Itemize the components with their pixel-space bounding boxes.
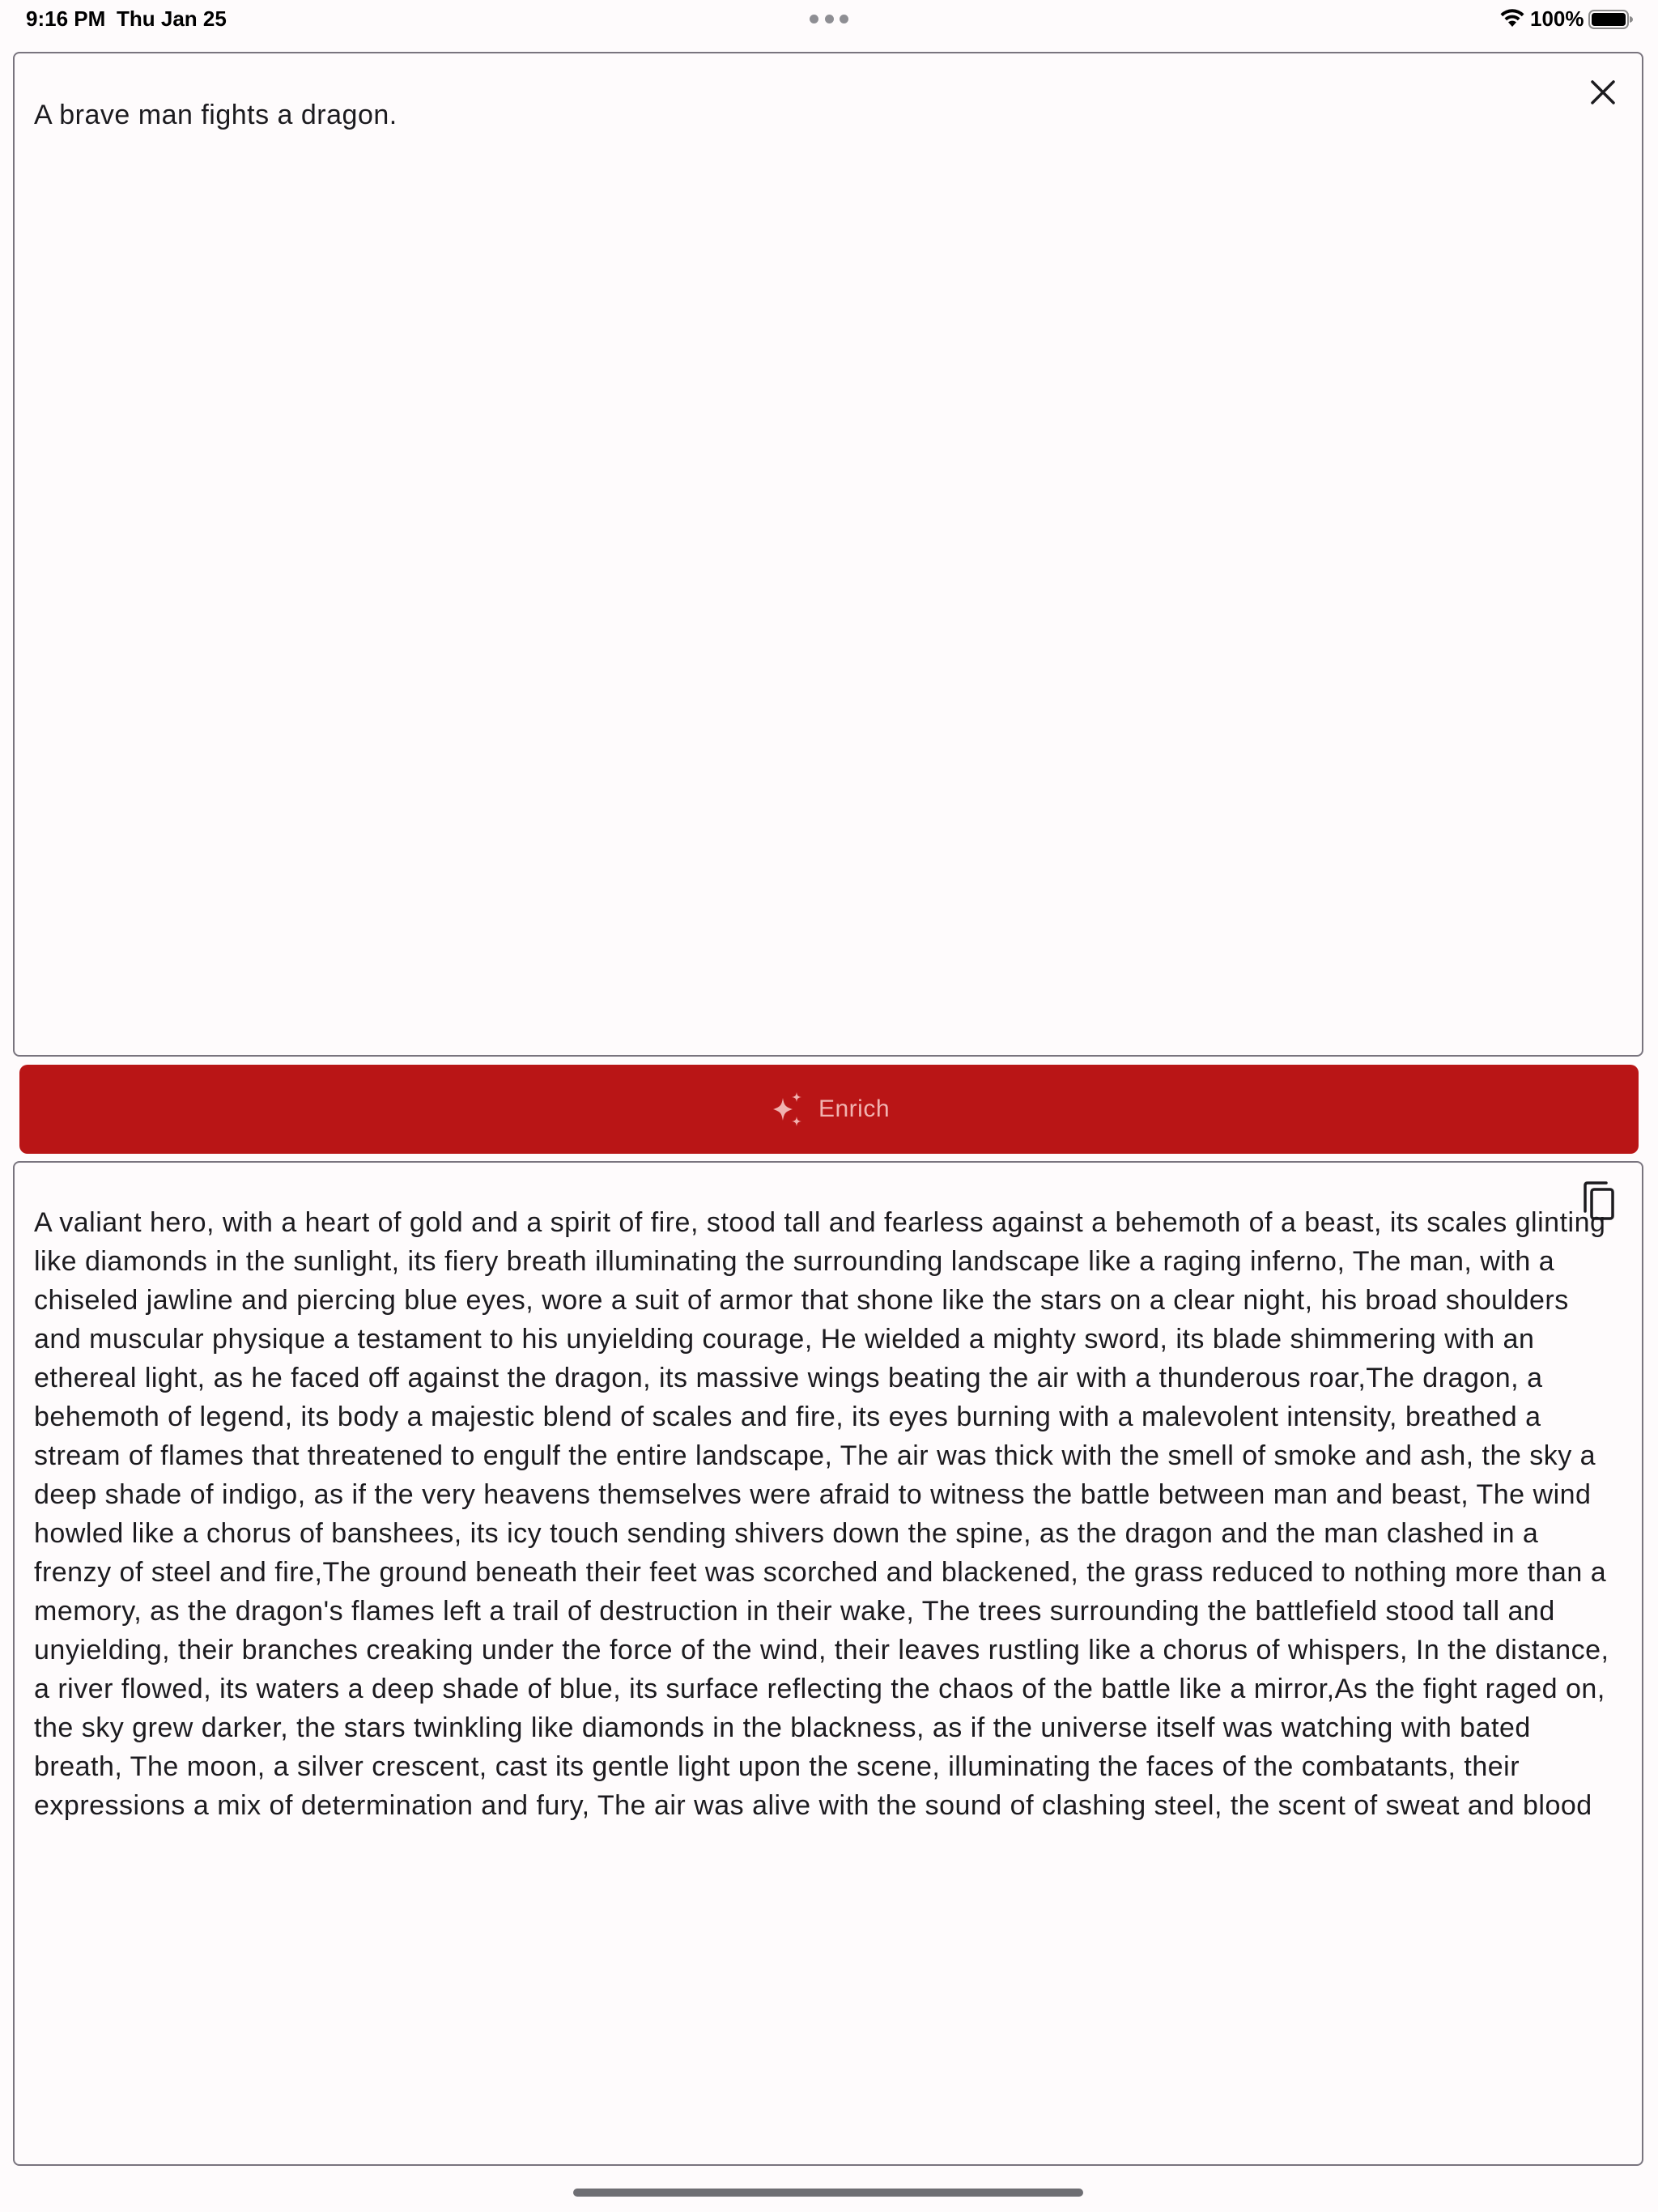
copy-icon[interactable] <box>1579 1179 1621 1224</box>
battery-percent: 100% <box>1530 6 1584 31</box>
enrich-button[interactable] <box>19 1065 1639 1154</box>
battery-icon <box>1588 8 1634 31</box>
status-time: 9:16 PM <box>26 6 106 31</box>
prompt-input-text[interactable]: A brave man fights a dragon. <box>34 100 397 130</box>
status-bar <box>0 0 1658 40</box>
enriched-output-text[interactable]: A valiant hero, with a heart of gold and a spirit of fire, stood tall and fearless against a behemoth of a beast, its scales glinting like diamonds in the sunlight, its fiery breath illuminating the surrounding landscape like a raging inferno, The man, with a chiseled jawline and piercing blue eyes, wore a suit of armor that shone like the stars on a clear night, his broad shoulders and muscular physique a testament to his unyielding courage, He wielded a mighty sword, its blade shimmering with an ethereal light, as he faced off against the dragon, its massive wings beating the air with a thunderous roar,The dragon, a behemoth of legend, its body a majestic blend of scales and fire, its eyes burning with a malevolent intensity, breathed a stream of flames that threatened to engulf the entire landscape, The air was thick with the smell of smoke and ash, the sky a deep shade of indigo, as if the very heavens themselves were afraid to witness the battle between man and beast, The wind howled like a chorus of banshees, its icy touch sending shivers down the spine, as the dragon and the man clashed in a frenzy of steel and fire,The ground beneath their feet was scorched and blackened, the grass reduced to nothing more than a memory, as the dragon's flames left a trail of destruction in their wake, The trees surrounding the battlefield stood tall and unyielding, their branches creaking under the force of the wind, their leaves rustling like a chorus of whispers, In the distance, a river flowed, its waters a deep shade of blue, its surface reflecting the chaos of the battle like a mirror,As the fight raged on, the sky grew darker, the stars twinkling like diamonds in the blackness, as if the universe itself was watching with bated breath, The moon, a silver crescent, cast its gentle light upon the scene, illuminating the faces of the combatants, their expressions a mix of determination and fury, The air was alive with the sound of clashing steel, the scent of sweat and blood <box>34 1207 1618 1821</box>
close-icon[interactable] <box>1582 71 1624 113</box>
enriched-output-area[interactable] <box>13 1161 1643 2166</box>
wifi-icon <box>1499 7 1525 28</box>
sparkle-icon <box>768 1090 807 1129</box>
enrich-button-label: Enrich <box>818 1095 891 1122</box>
home-indicator[interactable] <box>573 2189 1083 2197</box>
status-date: Thu Jan 25 <box>117 6 227 31</box>
multitasking-dots-icon[interactable] <box>810 15 848 24</box>
prompt-input-area[interactable] <box>13 52 1643 1057</box>
